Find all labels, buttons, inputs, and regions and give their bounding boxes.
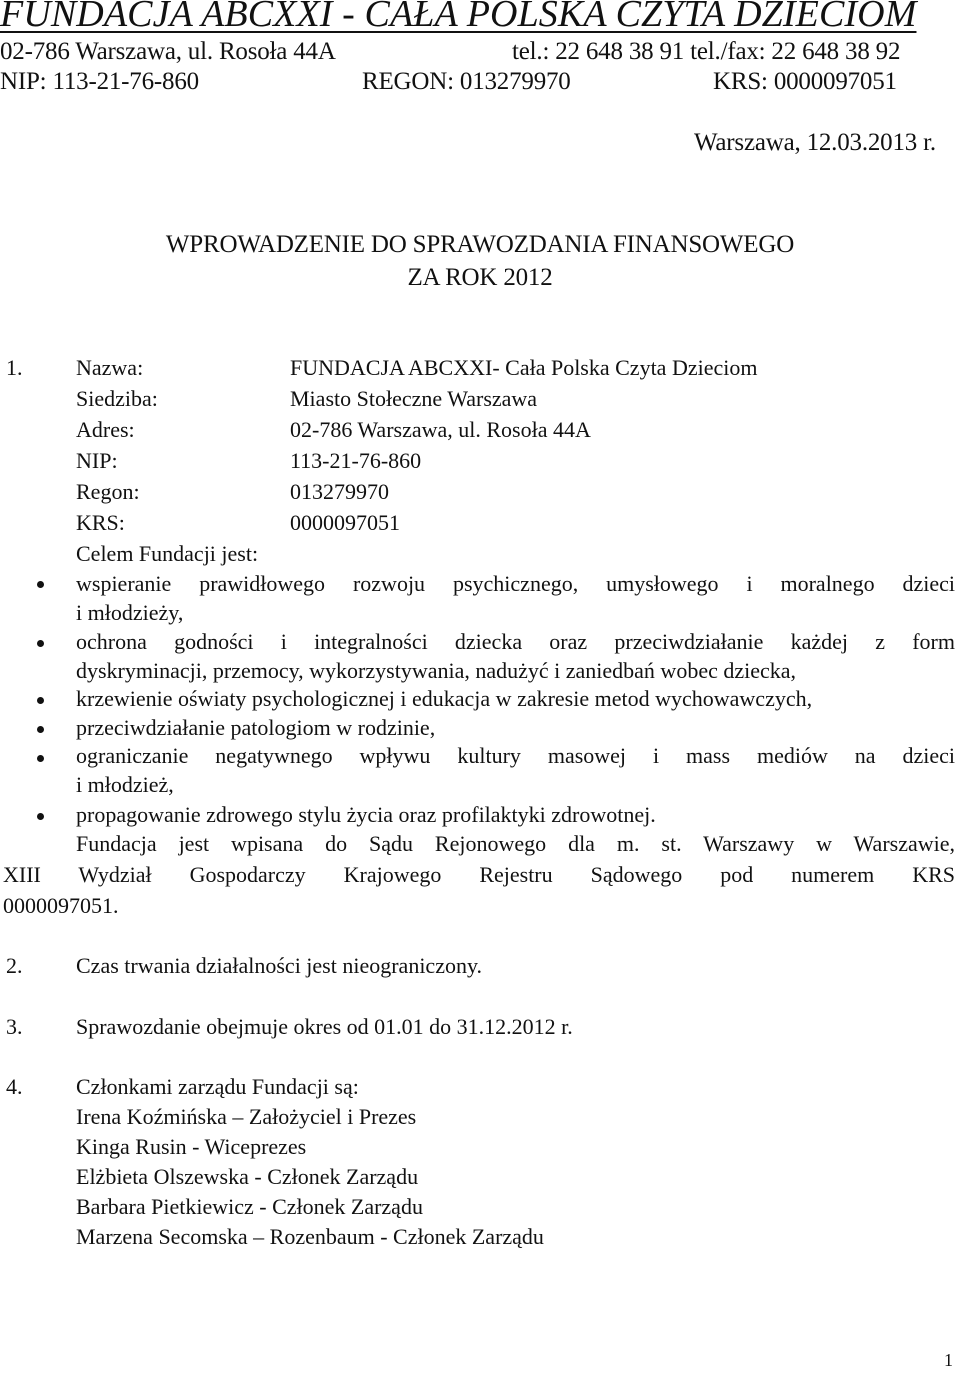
goal-1-line2: i młodzieży, xyxy=(76,600,184,625)
field-value-nip: 113-21-76-860 xyxy=(290,448,422,473)
field-label-name: Nazwa: xyxy=(76,355,144,380)
goal-3-line1: krzewienie oświaty psychologicznej i edukacja w zakresie metod wychowawczych, xyxy=(76,686,813,711)
section-3-text: Sprawozdanie obejmuje okres od 01.01 do 31.12.2012 r. xyxy=(76,1014,573,1039)
bullet-icon xyxy=(37,726,44,733)
letterhead-krs: KRS: 0000097051 xyxy=(713,68,897,95)
board-member: Barbara Pietkiewicz - Członek Zarządu xyxy=(76,1194,423,1219)
board-member: Kinga Rusin - Wiceprezes xyxy=(76,1134,307,1159)
section-4-heading: Członkami zarządu Fundacji są: xyxy=(76,1074,359,1099)
field-label-krs: KRS: xyxy=(76,510,125,535)
letterhead-regon: REGON: 013279970 xyxy=(362,68,571,95)
field-value-regon: 013279970 xyxy=(290,479,389,504)
goal-1-line1: wspieranie prawidłowego rozwoju psychicznego, umysłowego i moralnego dzieci xyxy=(76,571,955,596)
letterhead-nip: NIP: 113-21-76-860 xyxy=(0,68,199,95)
field-label-address: Adres: xyxy=(76,417,135,442)
registration-line3: 0000097051. xyxy=(3,893,119,918)
bullet-icon xyxy=(37,640,44,647)
section-4-number: 4. xyxy=(6,1074,23,1099)
field-value-seat: Miasto Stołeczne Warszawa xyxy=(290,386,538,411)
letterhead-title: FUNDACJA ABCXXI - CAŁA POLSKA CZYTA DZIECIOM xyxy=(0,0,917,35)
bullet-icon xyxy=(37,755,44,762)
bullet-icon xyxy=(37,697,44,704)
goal-6-line1: propagowanie zdrowego stylu życia oraz profilaktyki zdrowotnej. xyxy=(76,802,656,827)
section-2-text: Czas trwania działalności jest nieograniczony. xyxy=(76,953,483,978)
board-member: Irena Koźmińska – Założyciel i Prezes xyxy=(76,1104,417,1129)
goals-label: Celem Fundacji jest: xyxy=(76,541,259,566)
board-member: Elżbieta Olszewska - Członek Zarządu xyxy=(76,1164,419,1189)
goal-2-line2: dyskryminacji, przemocy, wykorzystywania, nadużyć i zaniedbań wobec dziecka, xyxy=(76,658,797,683)
document-date: Warszawa, 12.03.2013 r. xyxy=(694,129,936,156)
goal-4-line1: przeciwdziałanie patologiom w rodzinie, xyxy=(76,715,436,740)
bullet-icon xyxy=(37,813,44,820)
field-label-regon: Regon: xyxy=(76,479,140,504)
registration-line2: XIII Wydział Gospodarczy Krajowego Rejestru Sądowego pod numerem KRS xyxy=(3,862,955,887)
bullet-icon xyxy=(37,581,44,588)
letterhead-address: 02-786 Warszawa, ul. Rosoła 44A xyxy=(0,38,336,65)
field-value-krs: 0000097051 xyxy=(290,510,400,535)
goal-5-line2: i młodzież, xyxy=(76,772,174,797)
section-1-number: 1. xyxy=(6,355,23,380)
goal-2-line1: ochrona godności i integralności dziecka oraz przeciwdziałanie każdej z form xyxy=(76,629,955,654)
letterhead-phone: tel.: 22 648 38 91 tel./fax: 22 648 38 92 xyxy=(512,38,901,65)
page-number: 1 xyxy=(944,1350,953,1370)
document-heading-line2: ZA ROK 2012 xyxy=(407,264,553,291)
field-value-address: 02-786 Warszawa, ul. Rosoła 44A xyxy=(290,417,591,442)
field-label-nip: NIP: xyxy=(76,448,118,473)
section-3-number: 3. xyxy=(6,1014,23,1039)
section-2-number: 2. xyxy=(6,953,23,978)
registration-line1: Fundacja jest wpisana do Sądu Rejonowego dla m. st. Warszawy w Warszawie, xyxy=(76,831,955,856)
document-heading-line1: WPROWADZENIE DO SPRAWOZDANIA FINANSOWEGO xyxy=(165,231,795,258)
field-label-seat: Siedziba: xyxy=(76,386,158,411)
goal-5-line1: ograniczanie negatywnego wpływu kultury masowej i mass mediów na dzieci xyxy=(76,743,955,768)
board-member: Marzena Secomska – Rozenbaum - Członek Zarządu xyxy=(76,1224,544,1249)
field-value-name: FUNDACJA ABCXXI- Cała Polska Czyta Dzieciom xyxy=(290,355,758,380)
